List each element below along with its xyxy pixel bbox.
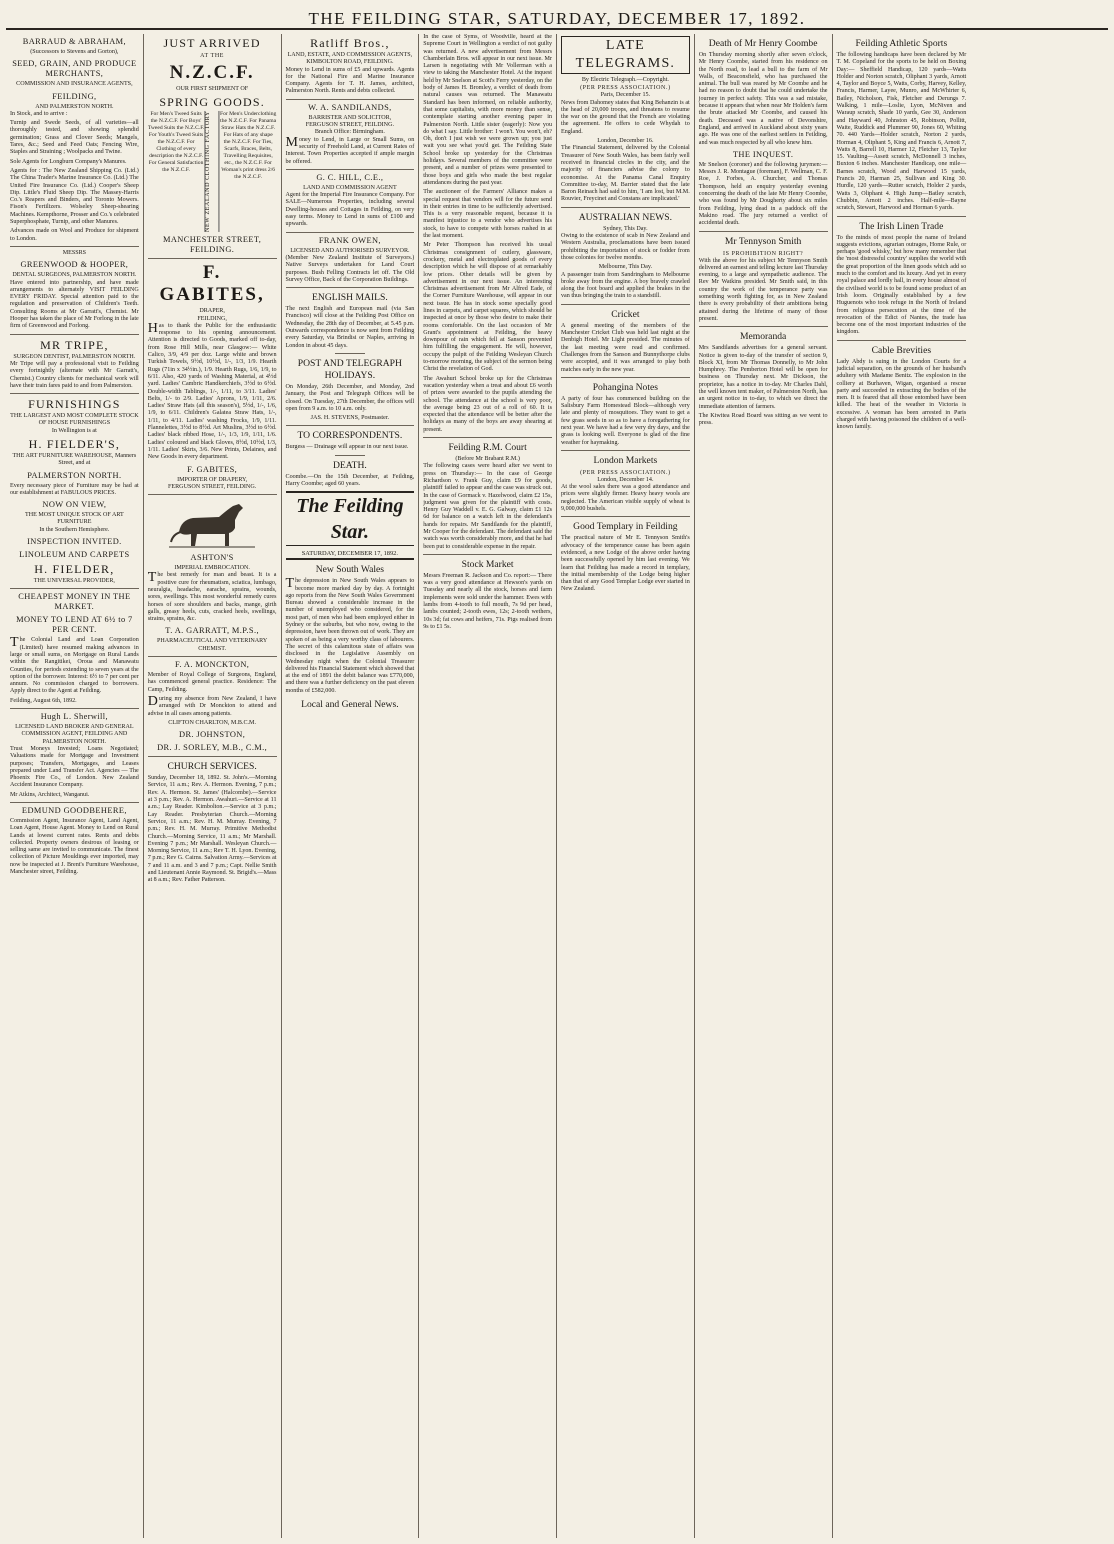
hill-title: G. C. HILL, C.E., [316, 172, 384, 182]
divider [699, 231, 828, 232]
feilding-line: FEILDING, [52, 91, 97, 101]
kiwitea-text: The Kiwitea Road Board was sitting as we went to press. [698, 412, 828, 427]
southern-line: In the Southern Hemisphere. [39, 526, 110, 533]
news-text-3: The Awahuri School broke up for the Christmas vacation yesterday when a treat and about £6 worth of prizes were awarded to the pupils attending the school. The attendance at the school is very poor, the average being 23 out of a roll of 60. It is expected that the attendance will be better after the holidays as many of the boys are away shearing at present. [423, 375, 552, 433]
divider [423, 554, 552, 555]
moncton-text: Member of Royal College of Surgeons, England, has commenced general practice. Residence: The Camp, Feilding. [147, 672, 277, 693]
paris-text: News from Dahomey states that King Behanzin is at the head of 20,000 troops, and threatens to resume the war on the ground that the French are violating the agreement. He offers to cede Whydah to England. [561, 99, 690, 135]
news-text-1: In the case of Syms, of Woodville, heard at the Supreme Court in Wellington a verdict of not guilty was returned. A new advertisement from Messrs Chamberlain Bros. will appear in our next issue. Mr Larsen is negotiating with Mr Vollerman with a view to taking the Manchester Hotel. At the inquest held by Mr Snelson at Scott's Ferry yesterday, on the body of James H. Bromley, a verdict of death from natural causes was returned. The Manawatu Standard has been informed, on reliable authority, that some capitalists, with more money than sense, contemplate starting another evening paper in Palmerston North. Little sister (eagerly): Now you do what I say. Little brother: I won't. You won't, eh? Oh, don't I just wish we were grown up; you just wait you see what you'd get. The Feilding State School broke up yesterday for the Christmas holidays. Several members of the committee were present, and a number of prizes were presented to those boys and girls who made the best regular attendances during the past year. [423, 34, 552, 186]
sydney-date: Sydney, This Day. [603, 225, 648, 232]
divider [561, 516, 690, 517]
london-date: London, December 16. [597, 138, 654, 145]
stock-text: Messrs Freeman R. Jackson and Co. report:— There was a very good attendance at Hewson's yards on Tuesday and nearly all the stock, horses and farm implements were sold under the hammer. Ewes with lambs from 4-tooth to full mouth, 7s 9d per head, lambs counted; 2-tooth ewes, 12s; 2-tooth wethers, 10s 3d; fat cows and heifers, 71s. Pigs realised from 9s to £1 5s. [423, 572, 552, 630]
ferguson-line: FERGUSON STREET, FEILDING. [305, 122, 394, 129]
by-telegraph: By Electric Telegraph.—Copyright. [581, 77, 669, 83]
gt-text: The practical nature of Mr E. Tennyson Smith's advocacy of the temperance cause has been again evidenced, a new Lodge of the above order having been successfully opened by him last evening. We learn that Feilding has made a record in templary, the initial membership of the Lodge being higher than that of any Good Templar Lodge ever started in New Zealand. [561, 535, 690, 593]
ratliff-text: Money to Lend in sums of £5 and upwards. Agents for the National Fire and Marine Insurance Company. Agents for T. H. James, architect, Palmerston North. Rents and debts collected. [285, 66, 415, 95]
cable-text: Lady Abdy is suing in the London Courts for a judicial separation, on the grounds of her husband's adultery with Madame Benitz. The explosion in the colliery at Burhaven, Wigan, organised a rescue party and succeeded in extracting the bodies of the men. It is feared that all those entombed have been killed. The heat of the weather in Victoria is excessive. A woman has been arrested in Paris charged with having poisoned the children of a well-known family. [836, 358, 967, 431]
divider [10, 393, 139, 394]
horse-illustration-icon [167, 498, 257, 550]
messrs: MESSRS [62, 249, 87, 256]
charlton-sig: CLIFTON CHARLTON, M.B.C.M. [168, 719, 256, 726]
just-arrived: JUST ARRIVED [163, 36, 261, 50]
tripe-title: MR TRIPE, [40, 337, 109, 352]
divider [286, 99, 415, 100]
goodbehere-title: EDMUND GOODBEHERE, [21, 806, 127, 815]
news-text-2: Mr Peter Thompson has received his usual Christmas consignment of cutlery, glassware, crockery, metal and electroplated goods of every description which he will dispose of at remarkably low prices. Other details will be given by advertisement in our next issue. An interesting Christmas advertisement from Mr Alfred Eade, of the Corner Furniture Warehouse, will appear in our next issue. He has in stock some specially good lines in carpets, and carpet squares, which should be inspected at once by those who desire to make their rooms comfortable. On the last occasion of Mr Grant's appointment at Feilding, the heavy downpour of rain which fell at Sanson prevented him fulfilling the engagement. He will, however, occupy the pulpit of the Feilding Wesleyan Church to-morrow morning, the subject of the sermon being Christ the revelation of God. [423, 242, 552, 373]
divider [148, 756, 277, 757]
licensed-surveyor: LICENSED AND AUTHORISED SURVEYOR. [290, 247, 410, 254]
advances: Advances made on Wool and Produce for shipment to London. [10, 228, 139, 242]
prohibition-line: IS PROHIBITION RIGHT? [722, 250, 804, 257]
correspondents-title: TO CORRESPONDENTS. [297, 430, 403, 442]
colonial-text: The Colonial Land and Loan Corporation (Limited) have resumed making advances in large or small sums, on Mortgage on Rural Lands within the Rangitikei, Oroua and Manawatu Counties, for periods extending to seven years at the option of the borrower. Interest: 6½ to 7 per cent per annum. No commission charged to borrowers. Apply direct to the Agent at Feilding. [10, 635, 139, 695]
mails-title: ENGLISH MAILS. [312, 292, 388, 304]
lm-text: At the wool sales there was a good attendance and prices were slightly firmer. Heavy heavy wools are neglected. The American visible supply of wheat is 9,000,000 bushels. [561, 484, 690, 513]
australian-title: AUSTRALIAN NEWS. [578, 211, 673, 223]
land-estate: LAND, ESTATE, AND COMMISSION AGENTS, [287, 52, 413, 58]
stock-intro: In Stock, and to arrive : [10, 110, 68, 117]
irish-title: The Irish Linen Trade [859, 220, 944, 232]
barraud-title: BARRAUD & ABRAHAM, [22, 37, 127, 46]
manchester-street: MANCHESTER STREET, FEILDING. [163, 235, 262, 255]
dental-line: DENTAL SURGEONS, PALMERSTON NORTH. [12, 272, 137, 279]
spring-goods: SPRING GOODS. [159, 95, 265, 110]
money-line: MONEY TO LEND AT 6½ to 7 PER CENT. [16, 615, 133, 635]
at-the: AT THE [200, 53, 225, 59]
nsw-text: The depression in New South Wales appears to become more marked day by day. A fortnight ago reports from the New South Wales Government Bureau showed a considerable increase in the number of unemployed who considered, for the most part, of men who had been employed either in Sydney or the suburbs, but who now, owing to the depression, have been thrown out of work. They are spoken of as being a very worthy class of labourers. The secret of this calamitous state of affairs was disclosed in the Legislative Assembly on Wednesday night when the Colonial Treasurer delivered his Financial Statement which showed that at the end of 1891 the debit balance was £770,000, and there was a further deficiency on the past eleven months of £582,000. [285, 576, 415, 694]
gabites-title: F. GABITES, [159, 262, 265, 306]
rm-sub: (Before Mr Brabant R.M.) [455, 456, 520, 463]
divider [837, 340, 967, 341]
column-5 [557, 34, 695, 1538]
and-pn-line: AND PALMERSTON NORTH. [35, 103, 114, 110]
divider [286, 169, 415, 170]
barraud-sub: (Successors to Stevens and Gorton), [30, 49, 119, 55]
branch-line: Branch Office: Birmingham. [314, 129, 385, 136]
greenwood-text: Have entered into partnership, and have made arrangements to alternately VISIT FEILDING EVERY FRIDAY. Special attention paid to the regulation and preservation of Children's Teeth. Consulting Rooms at Mr Garratt's, Chemist. Mr Hooper has taken the place of Mr Forlong in the late firm of Greenwood and Forlong. [10, 279, 139, 330]
nzcf-vertical-title: NEW ZEALAND CLOTHING FACTORY [204, 111, 219, 232]
divider [699, 326, 828, 327]
ashton-title: ASHTON'S [190, 553, 234, 563]
memo-text: Mrs Sandilands advertises for a general servant. Notice is given to-day of the transfer of section 9, Block XI, from Mr Thomas Donnelly, to Mr John Humphrey. The Pemberton Hotel will be open for business on Thursday next. Mr Dickson, the proprietor, has a notice in to-day. Mr Charles Dahl, the well known tent maker, of Palmerston North, has an urgent notice in to-day, to which we direct the immediate attention of farmers. [698, 345, 828, 410]
death-coombe-text: On Thursday morning shortly after seven o'clock, Mr Henry Coombe, started from his residence on the North road, to lead a bull to the farm of Mr Walls, of Beaconsfield, who has purchased the animal. The bull was reared by Mr Coombe and he had no reason to doubt that he could undertake the journey in perfect safety. This was a sad mistake, because it appears that when near Mr Holden's farm the brute attacked Mr Coombe, and caused his death. Deceased was a native of Devonshire, England, and arrived in Auckland about sixty years ago. He was one of the earliest settlers in Feilding, and was much respected by all who knew him. [698, 52, 828, 146]
column-7 [833, 34, 971, 1538]
farmers-text: The auctioneer of the Farmers' Alliance makes a special request that vendors will for the future send in their entries in time to be sufficiently advertised. This is a very reasonable request, because it is manifest injustice to a vendor who advertises his stock, to have to compete with horses rushed in at the last moment. [423, 189, 552, 240]
tennyson-text: With the above for his subject Mr Tennyson Smith delivered an earnest and telling lecture last Thursday evening, to a large and sympathetic audience. The Rev Mr Watkins presided. Mr Smith said, in this country the work of the temperance party was something worth fighting for, as in New Zealand there is every probability of their ambitions being attained during the lifetime of many of those present. [698, 257, 828, 322]
issue-date: SATURDAY, DECEMBER 17, 1892. [286, 549, 415, 560]
goodbehere-text: Commission Agent, Insurance Agent, Land Agent, Loan Agent, House Agent. Money to Lend on Rural Lands at lowest current rates. Rents and debts collected. Property owners desirous of leasing or selling same are invited to communicate. The finest collection of Picture Mouldings ever imported, may now be inspected at J. Brent's Furniture Warehouse, Manchester street, Feilding. [10, 818, 139, 876]
divider [10, 708, 139, 709]
athletic-title: Feilding Athletic Sports [855, 38, 948, 49]
divider [148, 258, 277, 259]
importer-line: IMPORTER OF DRAPERY, [177, 476, 248, 483]
divider [286, 425, 415, 426]
agents-for: Sole Agents for Longburn Company's Manures. [10, 158, 127, 165]
column-3 [282, 34, 420, 1538]
lm-date: London, December 14. [597, 476, 654, 483]
divider [837, 216, 967, 217]
commission-line: COMMISSION AND INSURANCE AGENTS, [16, 81, 133, 88]
absence-text: During my absence from New Zealand, I have arranged with Dr Monckton to attend and advise in all cases among patients. [147, 693, 277, 717]
feilding-line: FEILDING, [197, 315, 227, 322]
divider [148, 494, 277, 495]
fielder-title: H. FIELDER'S, [28, 436, 121, 451]
church-text: Sunday, December 18, 1892. St. John's.—Morning Service, 11 a.m.; Rev. A. Hermon. Evening, 7 p.m.; Rev. A. Hermon. St. James' (Halcombe).—Service at 3 p.m.; Rev. A. Hermon. Awahuri.—Service at 11 a.m.; Lay Reader. Kimbolton.—Service at 3 p.m.; Lay Reader. Presbyterian Church.—Morning Service, 11 a.m.; Rev. H. M. Murray. Evening, 7 p.m.; Rev. H. M. Murray. Primitive Methodist Church.—Morning Service, 11 a.m.; Mr Marshall. Evening 7 p.m.; Mr Marshall. Wesleyan Church.—Morning Service, 11 a.m.; Rev T. H. Lyon. Evening, 7 p.m.; Rev G. Cairns. Salvation Army.—Services at 7 and 11 a.m. and 3 and 7 p.m.; Capt. Nellie Smith and Lieutenant Annie Raymond. St. Brigid's.—Mass at 8 a.m.; Rev. Father Patterson. [147, 775, 277, 884]
mails-text: The next English and European mail (via San Francisco) will close at the Feilding Post Office on Wednesday, the 28th day of December, at 5.45 p.m. Outwards correspondence is now sent from Feilding every Saturday, via Brindisi or Naples, arriving in London in about 45 days. [285, 306, 415, 349]
pn-line: PALMERSTON NORTH. [27, 470, 122, 480]
gabites-title-2: F. GABITES, [187, 464, 238, 474]
sydney-text: Owing to the existence of scab in New Zealand and Western Australia, proclamations have been issued prohibiting the importation of stock or fodder from those colonies for twelve months. [561, 233, 690, 261]
most-unique: THE MOST UNIQUE STOCK OF ART FURNITURE [24, 512, 124, 526]
ratliff-title: Ratliff Bros., [310, 36, 390, 50]
divider [561, 304, 690, 305]
good-templary-title: Good Templary in Feilding [573, 521, 678, 533]
owen-text: (Member New Zealand Institute of Surveyors.) Native Surveys undertaken for Land Court purposes. Bush Felling Contracts let off. The Old Survey Office, Back of the Corporation Buildings. [285, 254, 415, 283]
draper-line: DRAPER, [199, 308, 225, 315]
divider [423, 437, 552, 438]
owen-title: FRANK OWEN, [318, 235, 381, 245]
gabites-text: Has to thank the Public for the enthusiastic response to his opening announcement. Attention is directed to Goods, marked off to-day, from Rose Hill Mills, near Glasgow:— White Calico, 3/9, 4/9 per doz. Large white and brown Turkish Towels, 9½d, 10½d, 1/-, 1/3, 1/9. Hearth Rugs (71in x 34½in.), 1/9. Hearth Rugs, 1/6, 1/9, to 6/11. Also, 420 yards of Washing Material, at 4½d yard. Ladies' Cambric Handkerchiefs, 3½d to 6½d. Double-width Tablings, 1/-, 1/11, to 3/11. Ladies' Belts, 1/- to 2/9. Ladies' Aprons, 1/9, 1/11, 2/6. Ladies' Straw Hats (all this season's), 5½d, 1/-, 1/6, 1/9, to 6/11. Children's Galatea Straw Hats, 1/-, 1/11, to 4/11. Ladies' washing Frocks, 1/9, 1/11. Flannelettes, 3½d to 8½d. Art Muslins, 3½d to 6½d. Ladies' black ribbed Hose, 1/-, 1/3, 1/9, 1/11, 1/6. Ladies' coloured and black Gloves, 8½d, 10½d, 1/3, 1/11. Ladies' Skirts, 3/6. New Prints, Delaines, and New Goods in every department. [147, 320, 277, 461]
universal-line: THE UNIVERSAL PROVIDER, [33, 578, 115, 585]
dated-line: Feilding, August 6th, 1892. [10, 697, 77, 704]
local-title: Local and General News. [301, 699, 399, 711]
licensed-line: LICENSED LAND BROKER AND GENERAL COMMISSION AGENT, FEILDING AND PALMERSTON NORTH. [15, 724, 134, 745]
paris-date: Paris, December 15. [600, 92, 651, 99]
nzcf-ad-block [148, 111, 277, 232]
agents-list: Agents for : The New Zealand Shipping Co. (Ltd.) The China Trader's Marine Insurance Co. (Ltd.) The United Fire Insurance Co. (Ltd.) Cooper's Sheep Dip. Little's Fluid Sheep Dip. The Massey-Harris Co.'s Reapers and Binders, and Toronto Mowers. Fison's Fertilizers. Wolseley Sheep-shearing Machines. Kempthorne, Prosser and Co.'s celebrated Superphosphate, Turnip, and other Manures. [10, 167, 139, 226]
now-view: NOW ON VIEW, [42, 500, 107, 510]
lm-sub: (PER PRESS ASSOCIATION.) [580, 469, 671, 476]
seed-line: SEED, GRAIN, AND PRODUCE MERCHANTS, [12, 59, 137, 79]
sherwill-text: Trust Moneys Invested; Loans Negotiated; Valuations made for Mortgage and Investment purposes; Transfers, Mortgages, and Leases prepared under Land Transfer Act. Agencies — The Phoenix Fire Co., of London. New Zealand Accident Insurance Company. [10, 745, 139, 789]
first-shipment: OUR FIRST SHIPMENT OF [176, 86, 249, 92]
rm-text: The following cases were heard after we went to press on Thursday:— In the case of George Richardson v. Frank Guy, claim £9 for goods, plaintiff failed to appear and the case was struck out. In the case of Gormack v. Hazelwood, claim £2 15s, judgment was given for the plaintiff with costs. Henry Guy Waddell v. E. G. Galway, claim £1 12s 6d for balance on a watch left in the defendant's hands for repairs. Mr Sandilands for the plaintiff, Mr Cooper for the defendant. The defendant said the watch was worth considerably more, and that he had been put to considerable expense in the repair. [423, 463, 552, 550]
divider [561, 377, 690, 378]
furnishings-title: FURNISHINGS [28, 397, 121, 412]
kimbolton-line: KIMBOLTON ROAD, FEILDING. [306, 59, 394, 66]
press-line: (PER PRESS ASSOCIATION.) [580, 85, 671, 92]
column-6 [695, 34, 833, 1538]
holidays-title: POST AND TELEGRAPH HOLIDAYS. [297, 357, 402, 381]
nzcf-left-list: For Men's Tweed Suits the N.Z.C.F. For Boys' Tweed Suits the N.Z.C.F. For Youth's Tweed Suits the N.Z.C.F. For Clothing of every description the N.Z.C.F. For General Satisfaction the N.Z.C.F. [147, 111, 205, 174]
stevens-sig: JAS. H. STEVENS, Postmaster. [310, 415, 390, 422]
ferguson-line: FERGUSON STREET, FEILDING. [168, 483, 257, 490]
sherwill-title: Hugh L. Sherwill, [40, 712, 109, 722]
melbourne-text: A passenger train from Sandringham to Melbourne broke away from the engine. A boy bravely crawled along the foot board and applied the brakes in the van thus bringing the train to a standstill. [561, 271, 690, 300]
nzcf-title: N.Z.C.F. [169, 62, 255, 83]
greenwood-title: GREENWOOD & HOOPER, [20, 260, 129, 270]
stock-text: Turnip and Swede Seeds, of all varieties—all thoroughly tested, and showing splendid germination; Grass and Clover Seeds; Mangels, Tares, &c.; Seed and Feed Oats; Fencing Wire, Staples and Straining ; Woolpacks and Twine. [10, 120, 139, 156]
pohangina-title: Pohangina Notes [592, 381, 659, 393]
sorley-title: DR. J. SORLEY, M.B., C.M., [157, 743, 268, 753]
divider [10, 334, 139, 335]
wellington-line: In Wellington is at [51, 427, 97, 434]
largest-stock: THE LARGEST AND MOST COMPLETE STOCK OF HOUSE FURNISHINGS [10, 413, 139, 427]
cricket-title: Cricket [611, 308, 640, 320]
late-telegrams-title: LATE TELEGRAMS. [561, 36, 690, 74]
melbourne-date: Melbourne, This Day. [598, 264, 653, 271]
fielder-title-2: H. FIELDER, [34, 562, 115, 577]
sandilands-title: W. A. SANDILANDS, [308, 102, 392, 112]
memoranda-title: Memoranda [739, 331, 787, 343]
cheapest-line: CHEAPEST MONEY IN THE MARKET. [18, 592, 131, 612]
divider [148, 656, 277, 657]
inquest-title: THE INQUEST. [732, 149, 794, 159]
column-4 [419, 34, 557, 1538]
tripe-text: Mr Tripe will pay a professional visit to Feilding every fortnightly (alternate with Mr Garratt's, Chemist.) Country clients for mechanical work will have their train fares paid to and from Palmerston. [10, 360, 139, 389]
art-warehouse: THE ART FURNITURE WAREHOUSE, Manners Street, and at [12, 452, 137, 467]
divider [10, 802, 139, 803]
divider [561, 450, 690, 451]
cable-title: Cable Brevities [871, 344, 932, 356]
divider [335, 353, 365, 354]
column-2 [144, 34, 282, 1538]
ashton-text: The best remedy for man and beast. It is a positive cure for rheumatism, sciatica, lumbago, neuralgia, headache, earache, sprains, wounds, sores, swellings. This most wonderful remedy cures horses of sore shoulders and backs, mange, girth galls, greasy heels, cuts, cracked heels, swellings, strains, sprains, &c. [147, 570, 277, 623]
column-1 [6, 34, 144, 1538]
athletic-text: The following handicaps have been declared by Mr T. M. Copeland for the sports to be held on Boxing Day:— Sheffield Handicap, 120 yards—Watts Holder and Norton scratch, Oliphant 3 yards, Arnott 4, Taylor and Boyce 5, Watts, Corby, Harvey, Kelley, Francis, Harmer, Layee, Munro, and McWhirter 6, Bailey, Nicholson, Fisk, Fletcher and Derungs 7. Walking, 1 mile—Loslie, Lyon, McNiven and Waraup scratch, Shade 10 yards, Gee 30, Anderson and Hayward 40, Johnston 45, Robinson, Pollitt, Waite, Ruddick and Plummer 90, Jones 60, Whiting 70. 440 Yards—Holder scratch, Norton 2 yards, Horman 4, Oliphant 5, King and Francis 6, Arnott 7, Watts 8, Barrell 10, Harmer 12, Fletcher 13, Taylor 15. Vaulting—Assett scratch, McDonnell 3 inches, Buxton 6 inches. Manchester Handicap, one mile—Barnes scratch, Wood and Harwood 15 yards, Francis 20, Harman 25, Sullivan and King 30. Hurdle, 120 yards—Rutter scratch, Holder 2 yards, Watts 3, Oliphant 4. High Jump—Batley scratch, Chubbin, Arnott 2 inches. Half-mile—Bayne scratch, Stewart, Harwood and Horman 6 yards. [836, 52, 967, 212]
pharm-line: PHARMACEUTICAL AND VETERINARY CHEMIST. [156, 638, 268, 652]
divider [286, 287, 415, 288]
columns [6, 34, 1108, 1538]
rm-court-title: Feilding R.M. Court [448, 442, 527, 454]
tennyson-title: Mr Tennyson Smith [724, 235, 802, 247]
cricket-text: A general meeting of the members of the Manchester Cricket Club was held last night at the Denbigh Hotel. Mr Light presided. The minutes of the last meeting were read and confirmed. Challenges from the Sanson and Bunnythorpe clubs were accepted, and it was arranged to play both matches early in the new year. [561, 322, 690, 373]
london-markets-title: London Markets [593, 454, 658, 466]
inspection-line: INSPECTION INVITED. [27, 537, 122, 547]
corr-text: Burgess — Drainage will appear in our next issue. [285, 444, 409, 451]
embrocation-line: IMPERIAL EMBROCATION. [174, 565, 250, 572]
surveyor-line: LAND AND COMMISSION AGENT [303, 184, 397, 191]
linoleum-line: LINOLEUM AND CARPETS [19, 550, 130, 560]
garratt-title: T. A. GARRATT, M.P.S., [165, 626, 259, 636]
death-text: Coombe.—On the 15th December, at Feilding, Harry Coombe; aged 60 years. [285, 473, 415, 487]
johnston-title: DR. JOHNSTON, [179, 730, 246, 740]
divider [335, 455, 365, 456]
newspaper-banner: The Feilding Star. [286, 491, 415, 546]
irish-text: To the minds of most people the name of Ireland suggests evictions, agrarian outrages, Home Rule, or perhaps 'good whisky,' but how many remember that the 'most distressful country' supplies the world with the great proportion of the linen goods which add so much to the comfort and its luxury. And yet in every royal palace and lordly hall, in every house almost of the civilised world is to be found some product of an Irish loom. Originally established by a few Huguenots who took refuge in the North of Ireland from religious persecution at the time of the revocation of the Edict of Nantes, the trade has become one of the most important industries of the kingdom. [836, 234, 967, 336]
money-text: Money to Lend, in Large or Small Sums, on security of Freehold Land, at Current Rates of Interest. Town Properties accepted if ample margin be offered. [285, 134, 415, 165]
atkins-line: Mr Atkins, Architect, Wanganui. [10, 791, 90, 798]
every-necessary: Every necessary piece of Furniture may be had at our establishment at FABULOUS PRICES. [10, 482, 139, 496]
stock-title: Stock Market [461, 558, 514, 570]
holidays-text: On Monday, 26th December, and Monday, 2nd January, the Post and Telegraph Offices will be closed. On Tuesday, 27th December, the offices will open from 9 a.m. to 10 a.m. only. [285, 383, 415, 412]
london-text: The Financial Statement, delivered by the Colonial Treasurer of New South Wales, has been fairly well received in financial circles in the city, and the majority of financiers advise the colony to economise. At the Panama Canal Enquiry Committee to-day, M. Barrier stated that the late Baron Reinach had said to him, 'I am lost, but M.M. Rouvier, Freycinet and Constans are implicated.' [561, 145, 690, 203]
barrister-line: BARRISTER AND SOLICITOR, [308, 114, 392, 121]
divider [10, 588, 139, 589]
nsw-title: New South Wales [315, 564, 385, 576]
divider [561, 207, 690, 208]
pohangina-text: A party of four has commenced building on the Salisbury Farm Homestead Block—although very late and plenty of mosquitoes. They want to get a few grass seeds in so as to have a foregathering for next year. We have had a few very dry days, and the grass is looking well. Everyone is glad of the fine weather for haymaking. [561, 395, 690, 446]
tripe-sub: SURGEON DENTIST, PALMERSTON NORTH. [13, 353, 136, 360]
inquest-text: Mr Snelson (coroner) and the following jurymen:— Messrs J. R. Montague (foreman), F. Wellman, C. F. Roe, J. Forbes, A. Churcher, and Thomas Thompson, held an enquiry yesterday evening concerning the death of the late Mr Henry Coombe, who was found by Mr Dougherty about six miles from Feilding, lying dead in a paddock off the Makino road. The jury returned a verdict of accidental death. [698, 161, 828, 227]
hill-text: Agent for the Imperial Fire Insurance Company. For SALE—Numerous Properties, including several Dwelling-houses and Cottages in Feilding, on very easy terms. Money to Lend in sums of £100 and upwards. [285, 192, 415, 228]
death-coombe-title: Death of Mr Henry Coombe [708, 38, 818, 49]
church-title: CHURCH SERVICES. [167, 761, 257, 773]
divider [10, 246, 139, 247]
divider [286, 232, 415, 233]
nzcf-right-list: For Men's Underclothing the N.Z.C.F. For Panama Straw Hats the N.Z.C.F. For Hats of any shape the N.Z.C.F. For Ties, Scarfs, Braces, Belts, Travelling Requisites, etc., the N.Z.C.F. For Woman's print dress 2/6 the N.Z.C.F. [219, 111, 277, 181]
moncton-title: F. A. MONCKTON, [174, 660, 250, 670]
masthead: THE FEILDING STAR, SATURDAY, DECEMBER 17, 1892. [6, 8, 1108, 30]
death-title: DEATH. [332, 459, 367, 471]
